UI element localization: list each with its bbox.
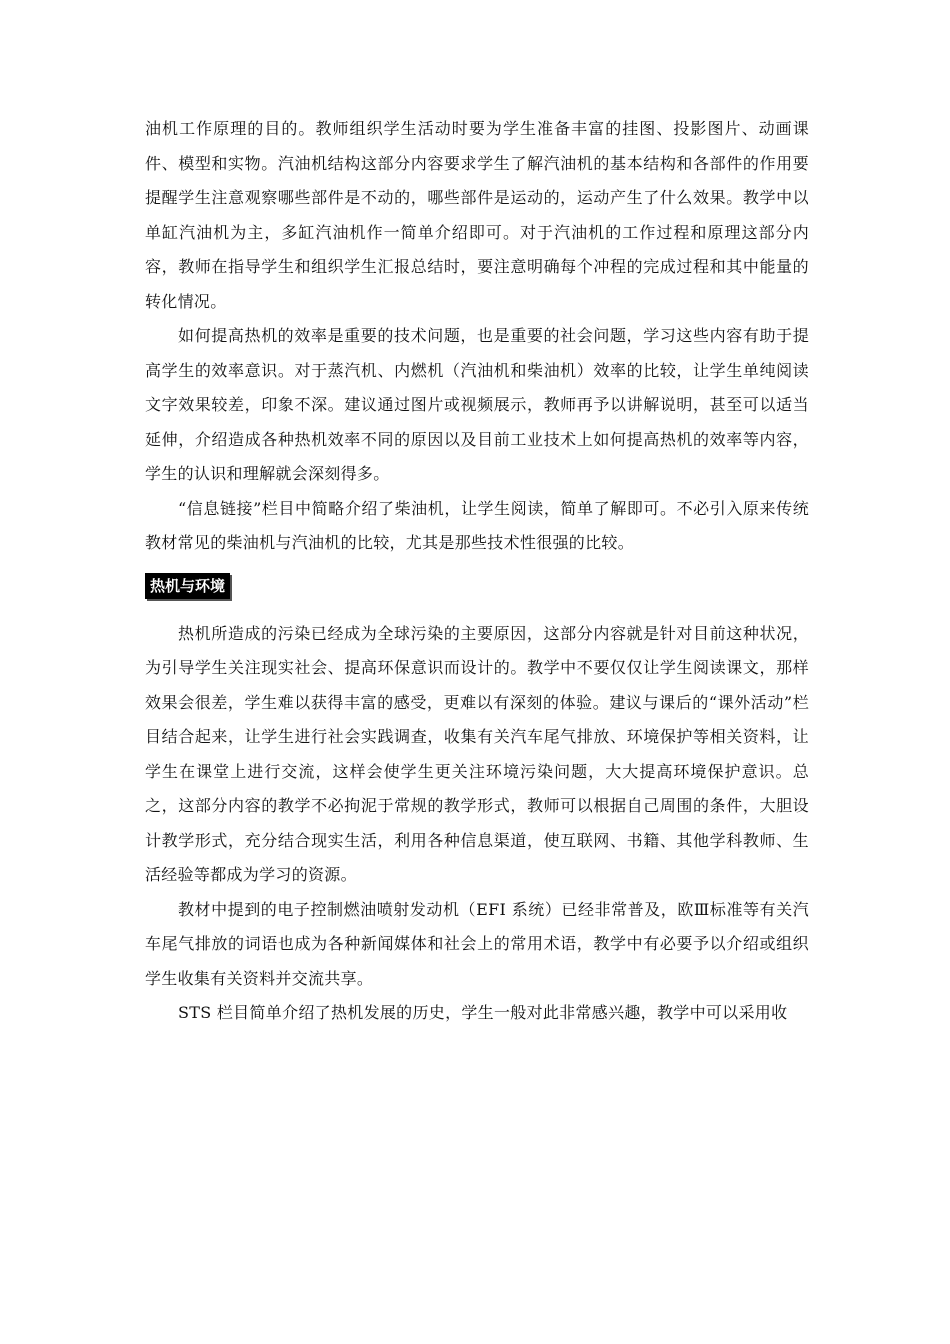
section-heading-container <box>145 573 809 603</box>
paragraph-efi-system: 教材中提到的电子控制燃油喷射发动机（EFI 系统）已经非常普及，欧Ⅲ标准等有关汽车尾气排放的词语也成为各种新闻媒体和社会上的常用术语，教学中有必要予以介绍或组织学生收集有关资料并交流共享。 <box>145 899 809 988</box>
paragraph-pollution: 热机所造成的污染已经成为全球污染的主要原因，这部分内容就是针对目前这种状况，为引导学生关注现实社会、提高环保意识而设计的。教学中不要仅仅让学生阅读课文，那样效果会很差，学生难以获得丰富的感受，更难以有深刻的体验。建议与课后的“课外活动”栏目结合起来，让学生进行社会实践调查，收集有关汽车尾气排放、环境保护等相关资料，让学生在课堂上进行交流，这样会使学生更关注环境污染问题，大大提高环境保护意识。总之，这部分内容的教学不必拘泥于常规的教学形式，教师可以根据自己周围的条件，大胆设计教学形式，充分结合现实生活，利用各种信息渠道，使互联网、书籍、其他学科教师、生活经验等都成为学习的资源。 <box>145 623 809 884</box>
paragraph-heat-engine-efficiency: 如何提高热机的效率是重要的技术问题，也是重要的社会问题，学习这些内容有助于提高学生的效率意识。对于蒸汽机、内燃机（汽油机和柴油机）效率的比较，让学生单纯阅读文字效果较差，印象不深。建议通过图片或视频展示，教师再予以讲解说明，甚至可以适当延伸，介绍造成各种热机效率不同的原因以及目前工业技术上如何提高热机的效率等内容，学生的认识和理解就会深刻得多。 <box>145 326 809 483</box>
paragraph-gasoline-engine: 油机工作原理的目的。教师组织学生活动时要为学生准备丰富的挂图、投影图片、动画课件、模型和实物。汽油机结构这部分内容要求学生了解汽油机的基本结构和各部件的作用要提醒学生注意观察哪些部件是不动的，哪些部件是运动的，运动产生了什么效果。教学中以单缸汽油机为主，多缸汽油机作一简单介绍即可。对于汽油机的工作过程和原理这部分内容，教师在指导学生和组织学生汇报总结时，要注意明确每个冲程的完成过程和其中能量的转化情况。 <box>145 119 809 311</box>
document-page <box>145 112 809 1031</box>
paragraph-sts: STS 栏目简单介绍了热机发展的历史，学生一般对此非常感兴趣，教学中可以采用收 <box>178 1003 788 1022</box>
section-heading: 热机与环境 <box>145 573 230 599</box>
paragraph-info-link: “信息链接”栏目中简略介绍了柴油机，让学生阅读，简单了解即可。不必引入原来传统教材常见的柴油机与汽油机的比较，尤其是那些技术性很强的比较。 <box>145 498 809 552</box>
